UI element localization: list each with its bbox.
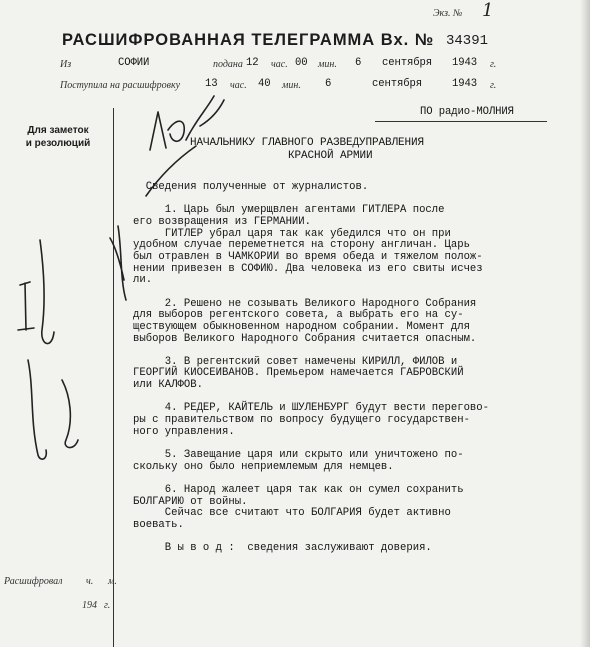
resolution-scrawl-1 xyxy=(150,112,184,150)
body-line: 2. Решено не созывать Великого Народного Собрания xyxy=(133,297,477,310)
body-line: В ы в о д : сведения заслуживают доверия. xyxy=(133,542,432,555)
from-label: Из xyxy=(60,59,72,70)
body-line: 4. РЕДЕР, КАЙТЕЛЬ и ШУЛЕНБУРГ будут вести перегово- xyxy=(133,402,490,415)
sent-month: сентября xyxy=(382,57,433,69)
delivery-mode: ПО радио-МОЛНИЯ xyxy=(420,106,514,118)
sent-minute: 00 xyxy=(295,57,308,69)
body-line: удобном случае переметнется на сторону англичан. Царь xyxy=(133,239,470,252)
body-line: или КАЛФОВ. xyxy=(133,379,203,392)
body-line: ГЕОРГИЙ КИОСЕИВАНОВ. Премьером намечается ГАБРОВСКИЙ xyxy=(133,367,464,380)
received-month: сентября xyxy=(372,78,423,90)
footer-hour-label: ч. xyxy=(86,576,94,587)
body-line: ществующем обыкновенном народном собрании. Момент для xyxy=(133,320,470,333)
received-minute-label: мин. xyxy=(282,80,301,91)
sent-hour-label: час. xyxy=(271,59,288,70)
resolution-stroke xyxy=(146,146,196,196)
margin-scrawl-3 xyxy=(62,380,78,448)
received-day: 6 xyxy=(325,78,332,90)
received-year-label: г. xyxy=(490,80,497,91)
deciphered-label: Расшифровал xyxy=(4,576,63,587)
addressee-line-2: КРАСНОЙ АРМИИ xyxy=(288,150,373,162)
received-minute: 40 xyxy=(258,78,271,90)
body-line: Сейчас все считают что БОЛГАРИЯ будет активно xyxy=(133,507,451,520)
body-line: скольку оно было неприемлемым для немцев. xyxy=(133,460,394,473)
body-line: ры с правительством по вопросу будущего государствен- xyxy=(133,414,470,426)
margin-scrawl-1 xyxy=(40,240,54,344)
addressee-line-1: НАЧАЛЬНИКУ ГЛАВНОГО РАЗВЕДУПРАВЛЕНИЯ xyxy=(190,137,425,149)
from-city: СОФИИ xyxy=(118,57,150,69)
footer-year: 194 xyxy=(82,600,97,611)
body-line: 3. В регентский совет намечены КИРИЛЛ, ФИЛОВ и xyxy=(133,355,458,368)
notes-label-line-1: Для заметок xyxy=(27,125,89,136)
body-line: ГИТЛЕР убрал царя так как убедился что он при xyxy=(133,227,451,240)
received-label: Поступила на расшифровку xyxy=(60,80,181,91)
received-hour-label: час. xyxy=(230,80,247,91)
document-title: РАСШИФРОВАННАЯ ТЕЛЕГРАММА Вх. № xyxy=(62,31,435,49)
body-line: 1. Царь был умерщвлен агентами ГИТЛЕРА после xyxy=(133,204,445,217)
sent-year-label: г. xyxy=(490,59,497,70)
margin-scrawl-4 xyxy=(110,226,126,300)
margin-scrawl-2 xyxy=(28,360,46,459)
copy-number-label: Экз. № xyxy=(433,8,463,19)
body-line: воевать. xyxy=(133,518,184,531)
margin-mark-1 xyxy=(18,282,34,330)
sent-hour: 12 xyxy=(246,57,259,69)
received-year: 1943 xyxy=(452,78,478,90)
sent-label: подана xyxy=(213,59,243,70)
resolution-scrawl-2 xyxy=(186,96,224,140)
sent-year: 1943 xyxy=(452,57,478,69)
body-line: 5. Завещание царя или скрыто или уничтожено по- xyxy=(133,448,464,461)
body-line: был отравлен в ЧАМКОРИИ во время обеда и тяжелом полож- xyxy=(133,250,483,263)
body-line: 6. Народ жалеет царя так как он сумел сохранить xyxy=(133,483,464,496)
body-line: БОЛГАРИЮ от войны. xyxy=(133,495,248,508)
notes-label-line-2: и резолюций xyxy=(25,138,91,149)
body-line: Сведения полученные от журналистов. xyxy=(133,181,369,193)
copy-number-value: 1 xyxy=(482,0,494,21)
body-line: выборов Великого Народного Собрания считается опасным. xyxy=(133,332,477,345)
sent-minute-label: мин. xyxy=(318,59,337,70)
incoming-number: 34391 xyxy=(446,33,489,49)
body-line: для выборов регентского совета, а выбрать его на су- xyxy=(133,309,464,322)
body-line: ли. xyxy=(133,274,153,287)
footer-minute-label: м. xyxy=(108,576,117,587)
sent-day: 6 xyxy=(355,57,362,69)
footer-year-label: г. xyxy=(104,600,111,611)
body-line: его возвращения из ГЕРМАНИИ. xyxy=(133,215,312,228)
received-hour: 13 xyxy=(205,78,218,90)
body-line: ного управления. xyxy=(133,425,235,438)
body-line: нении привезен в СОФИЮ. Два человека из его свиты исчез xyxy=(133,262,483,275)
